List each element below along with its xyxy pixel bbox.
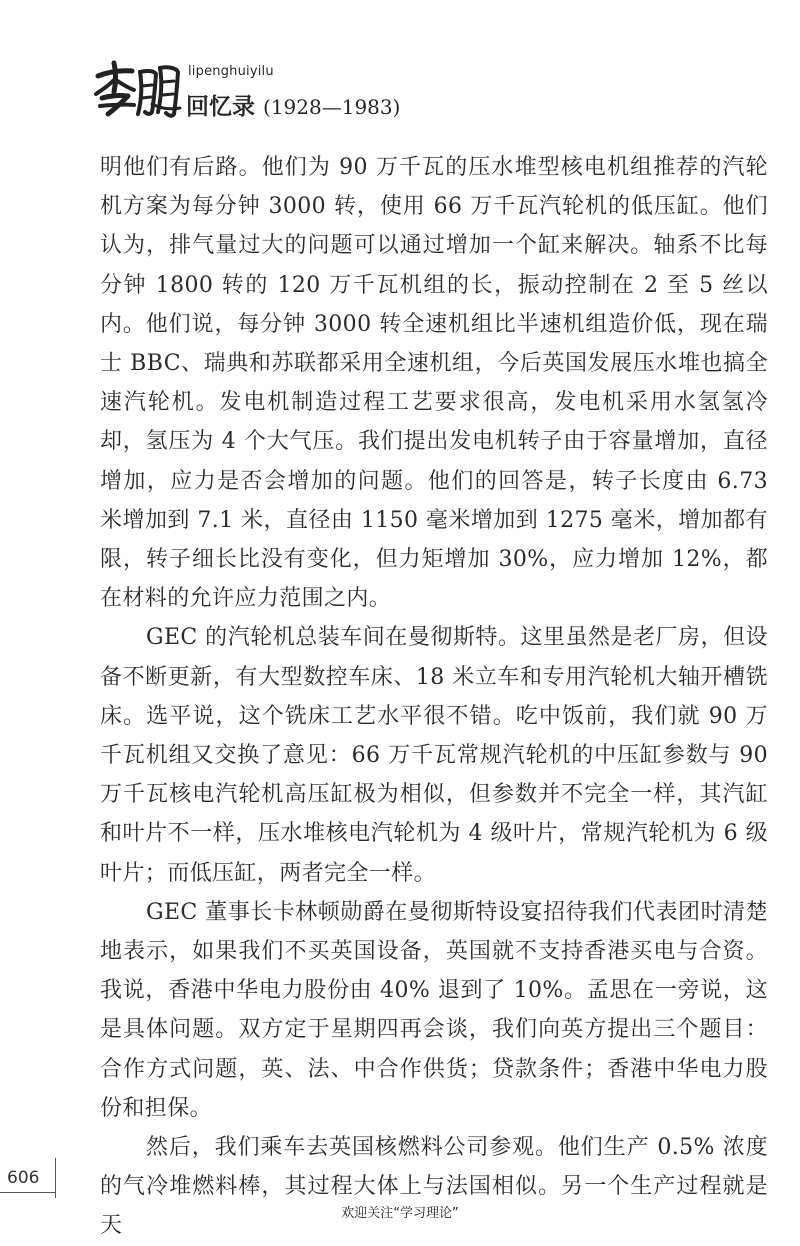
page-number-underline bbox=[0, 1192, 55, 1193]
page-number: 606 bbox=[7, 1168, 40, 1188]
paragraph-gec-chairman: GEC 董事长卡林顿勋爵在曼彻斯特设宴招待我们代表团时清楚地表示，如果我们不买英国设备，英国就不支持香港买电与合资。我说，香港中华电力股份由 40% 退到了 10%。孟思在一旁说，这是具体问题。双方定于星期四再会谈，我们向英方提出三个题目：合作方式问题，英、法、中合作供货；贷款条件；香港中华电力股份和担保。 bbox=[100, 899, 768, 1121]
page-number-rule bbox=[55, 1158, 56, 1198]
book-subtitle bbox=[186, 88, 400, 121]
page-number-box bbox=[0, 1164, 55, 1194]
calligraphy-title-logo bbox=[92, 58, 184, 120]
page-body bbox=[100, 148, 768, 1246]
paragraph-nuclear-fuel: 然后，我们乘车去英国核燃料公司参观。他们生产 0.5% 浓度的气冷堆燃料棒，其过程大体上与法国相似。另一个生产过程就是天 bbox=[100, 1135, 768, 1239]
book-title-pinyin: lipenghuiyilu bbox=[188, 64, 274, 79]
book-header bbox=[92, 58, 492, 128]
paragraph-continued: 明他们有后路。他们为 90 万千瓦的压水堆型核电机组推荐的汽轮机方案为每分钟 3000 转，使用 66 万千瓦汽轮机的低压缸。他们认为，排气量过大的问题可以通过增加一个缸来解决。轴系不比每分钟 1800 转的 120 万千瓦机组的长，振动控制在 2 至 5 丝以内。他们说，每分钟 3000 转全速机组比半速机组造价低，现在瑞士 BBC、瑞典和苏联都采用全速机组，今后英国发展压水堆也搞全速汽轮机。发电机制造过程工艺要求很高，发电机采用水氢氢冷却，氢压为 4 个大气压。我们提出发电机转子由于容量增加，直径增加，应力是否会增加的问题。他们的回答是，转子长度由 6.73 米增加到 7.1 米，直径由 1150 毫米增加到 1275 毫米，增加都有限，转子细长比没有变化，但力矩增加 30%，应力增加 12%，都在材料的允许应力范围之内。 bbox=[100, 155, 768, 612]
footer-watermark-note: 欢迎关注“学习理论” bbox=[341, 1206, 459, 1221]
book-subtitle-text: 回忆录 bbox=[186, 93, 255, 120]
book-years: (1928—1983) bbox=[263, 95, 401, 119]
paragraph-gec-turbine: GEC 的汽轮机总装车间在曼彻斯特。这里虽然是老厂房，但设备不断更新，有大型数控车床、18 米立车和专用汽轮机大轴开槽铣床。选平说，这个铣床工艺水平很不错。吃中饭前，我们就 90 万千瓦机组又交换了意见：66 万千瓦常规汽轮机的中压缸参数与 90 万千瓦核电汽轮机高压缸极为相似，但参数并不完全一样，其汽缸和叶片不一样，压水堆核电汽轮机为 4 级叶片，常规汽轮机为 6 级叶片；而低压缸，两者完全一样。 bbox=[100, 625, 768, 886]
